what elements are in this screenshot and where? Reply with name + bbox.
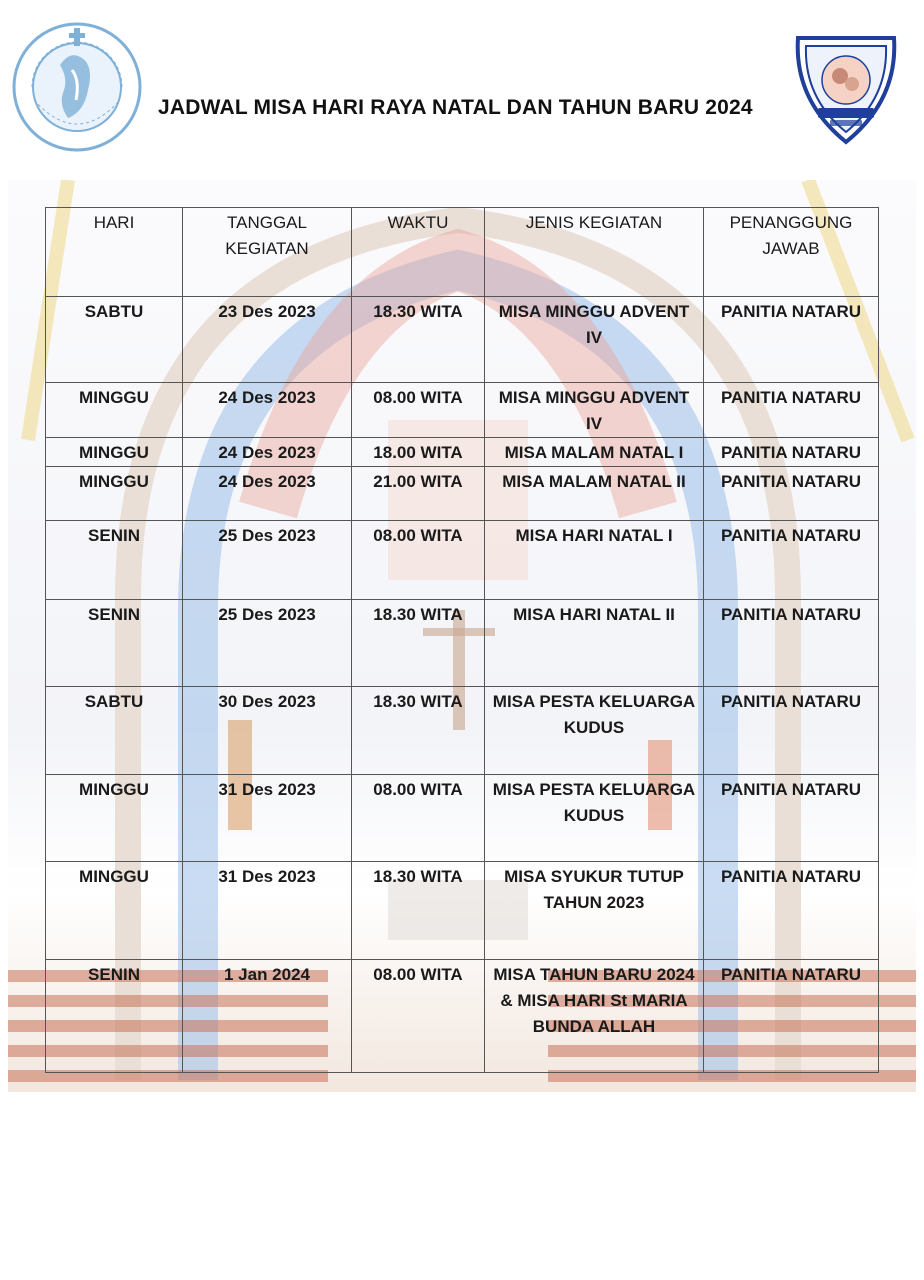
cell-tanggal: 24 Des 2023 xyxy=(183,383,352,438)
school-shield-icon xyxy=(790,30,902,146)
cell-hari: SABTU xyxy=(46,297,183,383)
cell-tanggal: 24 Des 2023 xyxy=(183,467,352,521)
cell-tanggal: 25 Des 2023 xyxy=(183,600,352,687)
cell-penanggung-jawab: PANITIA NATARU xyxy=(704,297,879,383)
page-title: JADWAL MISA HARI RAYA NATAL DAN TAHUN BARU 2024 xyxy=(158,96,753,119)
header-penanggung-jawab: PENANGGUNG JAWAB xyxy=(704,208,879,297)
cell-kegiatan: MISA TAHUN BARU 2024 & MISA HARI St MARIA BUNDA ALLAH xyxy=(485,960,704,1073)
page-header xyxy=(0,0,924,170)
header-jenis-kegiatan: JENIS KEGIATAN xyxy=(485,208,704,297)
cell-tanggal: 24 Des 2023 xyxy=(183,438,352,467)
table-row xyxy=(46,521,879,600)
cell-waktu: 21.00 WITA xyxy=(352,467,485,521)
cell-kegiatan: MISA MALAM NATAL I xyxy=(485,438,704,467)
header-waktu: WAKTU xyxy=(352,208,485,297)
cell-waktu: 18.30 WITA xyxy=(352,297,485,383)
cell-waktu: 18.30 WITA xyxy=(352,687,485,775)
cell-hari: SENIN xyxy=(46,521,183,600)
cell-kegiatan: MISA MINGGU ADVENT IV xyxy=(485,297,704,383)
cell-waktu: 18.00 WITA xyxy=(352,438,485,467)
cell-hari: SABTU xyxy=(46,687,183,775)
cell-penanggung-jawab: PANITIA NATARU xyxy=(704,960,879,1073)
cell-hari: SENIN xyxy=(46,600,183,687)
cell-kegiatan: MISA PESTA KELUARGA KUDUS xyxy=(485,775,704,862)
cell-tanggal: 1 Jan 2024 xyxy=(183,960,352,1073)
cell-waktu: 08.00 WITA xyxy=(352,960,485,1073)
cell-hari: MINGGU xyxy=(46,775,183,862)
school-logo-right xyxy=(790,30,902,146)
cell-tanggal: 31 Des 2023 xyxy=(183,775,352,862)
header-hari: HARI xyxy=(46,208,183,297)
cell-waktu: 08.00 WITA xyxy=(352,521,485,600)
table-row xyxy=(46,862,879,960)
cell-penanggung-jawab: PANITIA NATARU xyxy=(704,775,879,862)
table-row xyxy=(46,687,879,775)
cell-waktu: 08.00 WITA xyxy=(352,775,485,862)
table-row xyxy=(46,297,879,383)
table-header-row xyxy=(46,208,879,297)
cell-waktu: 18.30 WITA xyxy=(352,862,485,960)
cell-kegiatan: MISA PESTA KELUARGA KUDUS xyxy=(485,687,704,775)
cell-tanggal: 31 Des 2023 xyxy=(183,862,352,960)
cell-hari: MINGGU xyxy=(46,383,183,438)
cell-kegiatan: MISA SYUKUR TUTUP TAHUN 2023 xyxy=(485,862,704,960)
cell-tanggal: 25 Des 2023 xyxy=(183,521,352,600)
table-row xyxy=(46,775,879,862)
cell-penanggung-jawab: PANITIA NATARU xyxy=(704,383,879,438)
cell-penanggung-jawab: PANITIA NATARU xyxy=(704,467,879,521)
parish-logo-left xyxy=(10,20,144,154)
table-row xyxy=(46,600,879,687)
cell-kegiatan: MISA MALAM NATAL II xyxy=(485,467,704,521)
table-row xyxy=(46,383,879,438)
cell-penanggung-jawab: PANITIA NATARU xyxy=(704,687,879,775)
cell-penanggung-jawab: PANITIA NATARU xyxy=(704,862,879,960)
mass-schedule-table xyxy=(45,207,879,1073)
table-row xyxy=(46,467,879,521)
cell-kegiatan: MISA MINGGU ADVENT IV xyxy=(485,383,704,438)
cell-tanggal: 30 Des 2023 xyxy=(183,687,352,775)
parish-seal-icon xyxy=(10,20,144,154)
table-row xyxy=(46,960,879,1073)
header-tanggal: TANGGAL KEGIATAN xyxy=(183,208,352,297)
cell-kegiatan: MISA HARI NATAL I xyxy=(485,521,704,600)
cell-penanggung-jawab: PANITIA NATARU xyxy=(704,438,879,467)
cell-waktu: 18.30 WITA xyxy=(352,600,485,687)
cell-hari: MINGGU xyxy=(46,438,183,467)
cell-hari: SENIN xyxy=(46,960,183,1073)
table-row xyxy=(46,438,879,467)
cell-penanggung-jawab: PANITIA NATARU xyxy=(704,600,879,687)
cell-penanggung-jawab: PANITIA NATARU xyxy=(704,521,879,600)
cell-kegiatan: MISA HARI NATAL II xyxy=(485,600,704,687)
cell-hari: MINGGU xyxy=(46,862,183,960)
cell-waktu: 08.00 WITA xyxy=(352,383,485,438)
cell-hari: MINGGU xyxy=(46,467,183,521)
cell-tanggal: 23 Des 2023 xyxy=(183,297,352,383)
